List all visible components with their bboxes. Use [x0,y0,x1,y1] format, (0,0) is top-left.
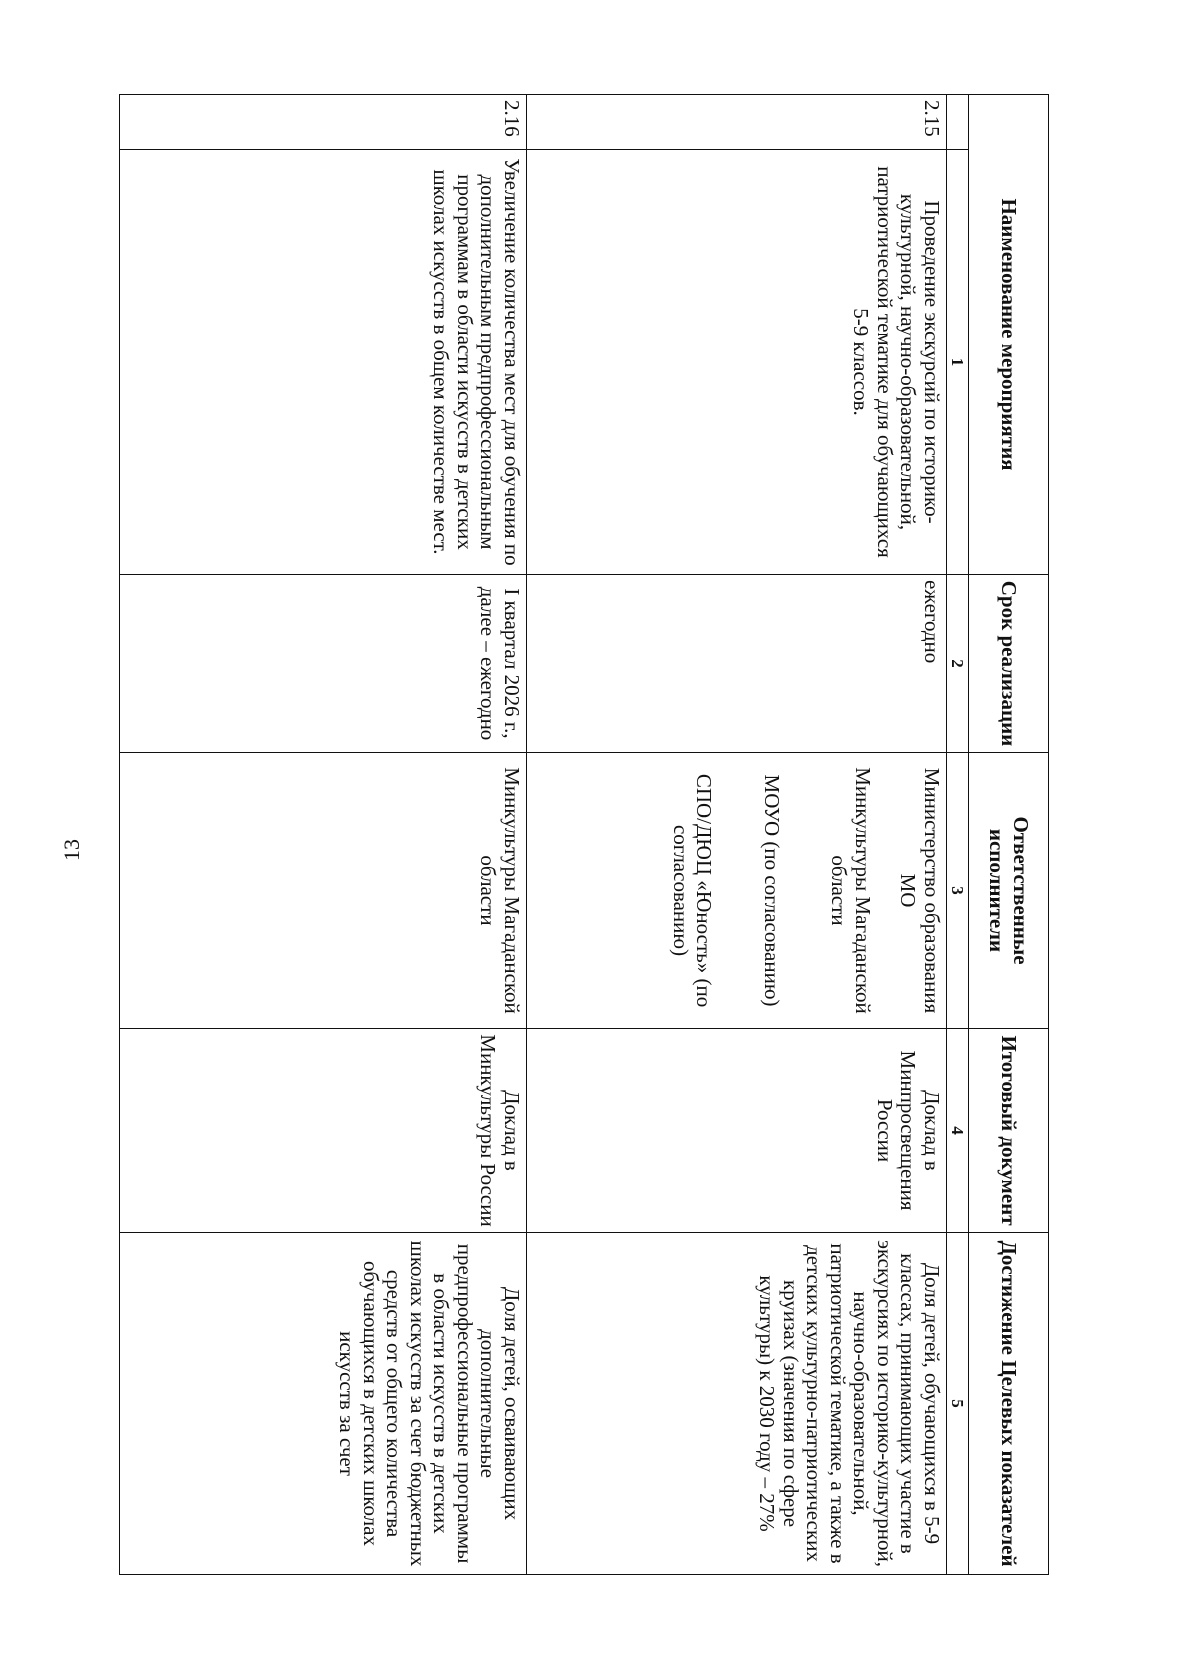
column-number-3: 3 [946,753,968,1029]
target-indicator: Доля детей, осваивающих дополнительные предпрофессиональные программы в области искусств в детских школах искусств за счет бюджетных средств от общего количества обучающихся в детских школах искусств за счет [120,1233,527,1575]
header-executors: Ответственные исполнители [969,753,1049,1029]
table-header-row [969,95,1049,1575]
header-document: Итоговый документ [969,1029,1049,1233]
activity-name: Проведение экскурсий по историко-культурной, научно-образовательной, патриотической тематике для обучающихся 5-9 классов. [526,150,946,575]
column-number-row [946,95,968,1575]
executor: СПО/ДЮЦ «Юность» (по согласованию) [668,773,717,1008]
column-number-2: 2 [946,575,968,753]
executor: Минкультуры Магаданской области [476,767,524,1014]
executors-cell [120,753,527,1029]
row-number: 2.15 [526,95,946,150]
target-indicator: Доля детей, обучающихся в 5-9 классах, принимающих участие в экскурсиях по историко-культурной, научно-образовательной, патриотической тематике, а также в детских культурно-патриотических круизах (значения по сфере культуры) к 2030 году – 27% [526,1233,946,1575]
table-row [120,95,527,1575]
document: Доклад в Минпросвещения России [526,1029,946,1233]
column-number-empty [946,95,968,150]
header-activity-name: Наименование мероприятия [969,95,1049,575]
executor: МОУО (по согласованию) [759,774,784,1007]
term: I квартал 2026 г., далее – ежегодно [120,575,527,753]
document: Доклад в Минкультуры России [120,1029,527,1233]
header-term: Срок реализации [969,575,1049,753]
table-row [526,95,946,1575]
executor: Министерство образования МО [896,767,944,1014]
column-number-5: 5 [946,1233,968,1575]
executors-cell [526,753,946,1029]
term: ежегодно [526,575,946,753]
executor: Минкультуры Магаданской области [827,767,875,1014]
rotated-table-container [119,94,1049,1574]
page-number: 13 [59,839,84,861]
activities-table [119,94,1049,1575]
activity-name: Увеличение количества мест для обучения по дополнительным предпрофессиональным программам в области искусств в детских школах искусств в общем количестве мест. [120,150,527,575]
header-target: Достижение Целевых показателей [969,1233,1049,1575]
column-number-4: 4 [946,1029,968,1233]
column-number-1: 1 [946,150,968,575]
row-number: 2.16 [120,95,527,150]
